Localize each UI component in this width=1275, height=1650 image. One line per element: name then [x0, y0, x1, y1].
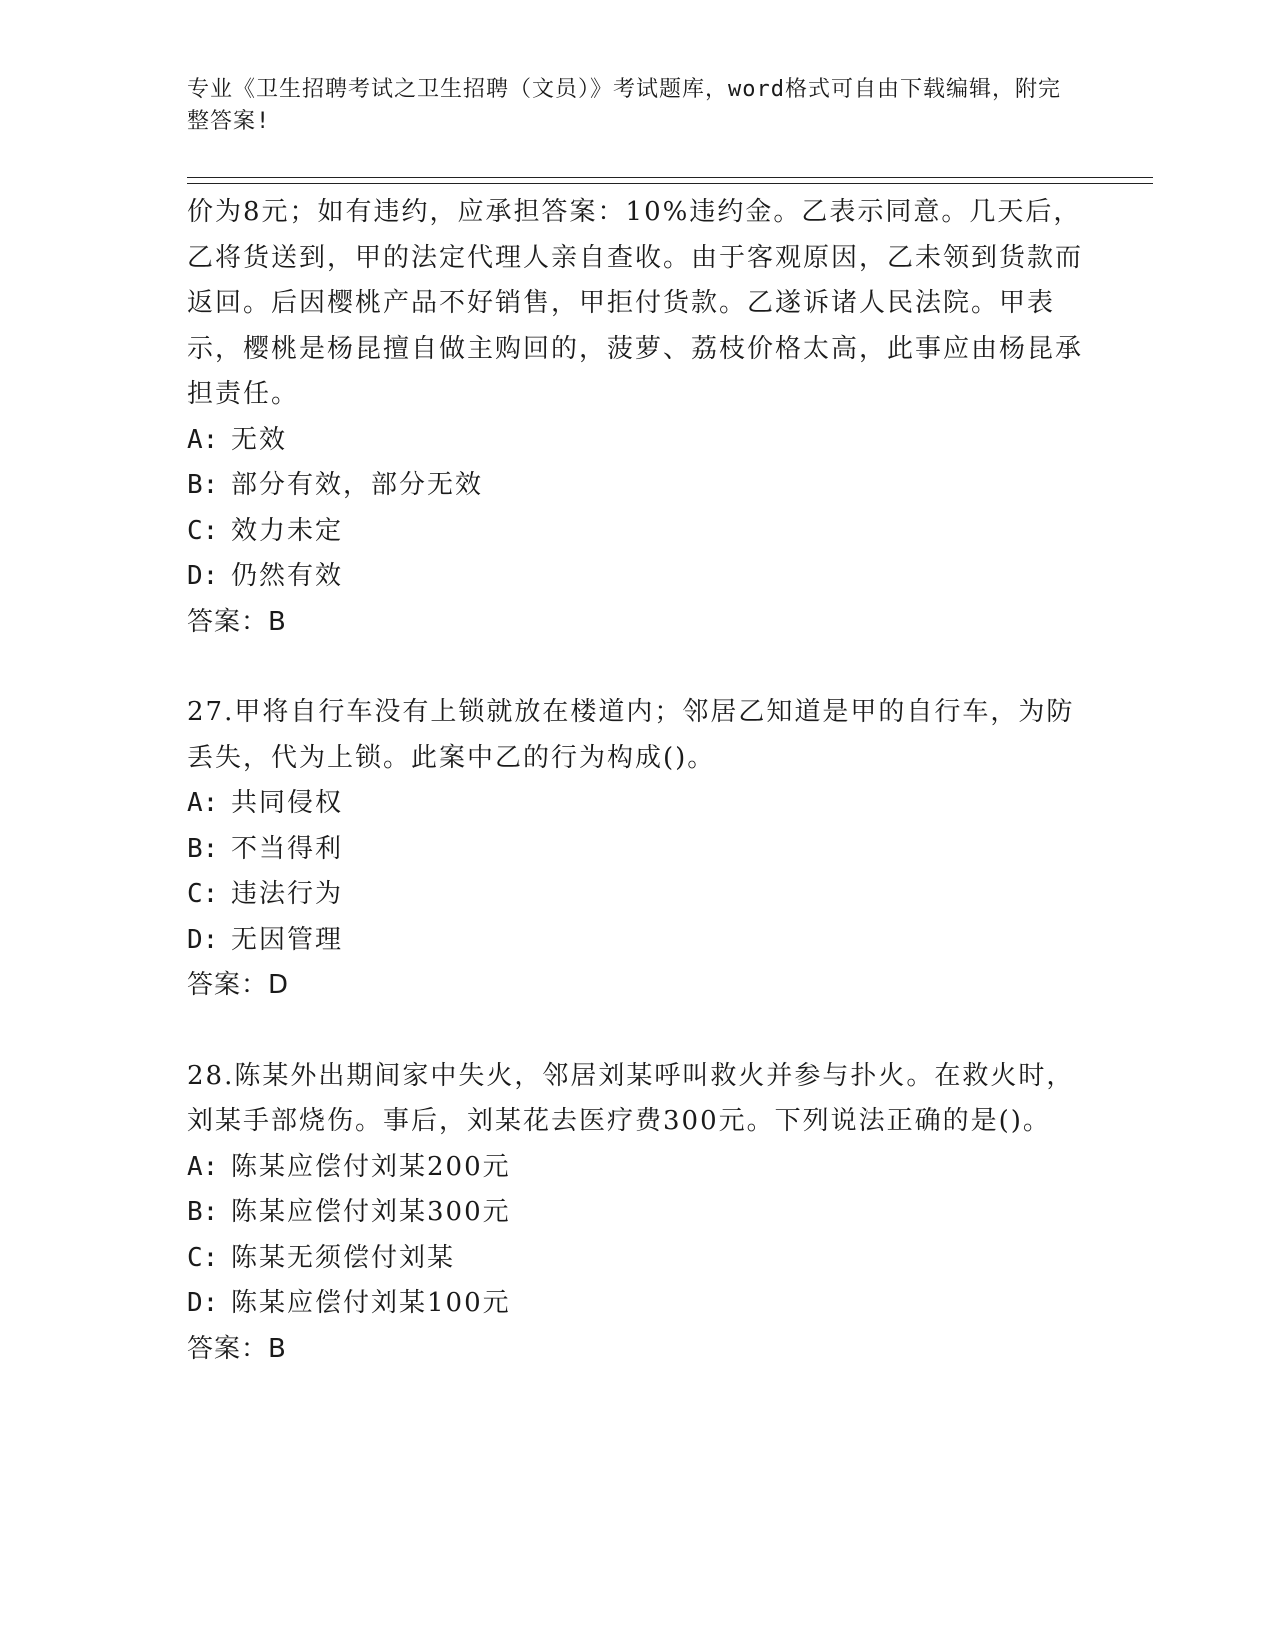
question-content	[187, 190, 1087, 1372]
option-key: D:	[187, 561, 219, 591]
option-key: D:	[187, 1288, 219, 1318]
option-text: 无效	[231, 424, 288, 455]
option-d	[187, 554, 1087, 600]
option-a	[187, 1145, 1087, 1191]
option-a	[187, 418, 1087, 464]
question-stem: 27.甲将自行车没有上锁就放在楼道内；邻居乙知道是甲的自行车，为防丢失，代为上锁。此案中乙的行为构成()。	[187, 697, 1075, 773]
option-text: 违法行为	[231, 879, 344, 909]
option-key: B:	[187, 833, 219, 864]
option-c	[187, 509, 1087, 555]
option-b	[187, 827, 1087, 873]
option-text: 仍然有效	[231, 561, 344, 591]
option-d	[187, 1281, 1087, 1327]
option-text: 陈某应偿付刘某300元	[231, 1197, 511, 1227]
option-key: C:	[187, 515, 219, 546]
option-text: 部分有效，部分无效	[231, 470, 484, 500]
question-28	[187, 1054, 1087, 1373]
header-divider-top	[187, 177, 1153, 178]
option-c	[187, 872, 1087, 918]
question-27	[187, 690, 1087, 1009]
option-key: A:	[187, 788, 219, 818]
question-stem: 价为8元；如有违约，应承担答案：10%违约金。乙表示同意。几天后，乙将货送到，甲的法定代理人亲自查收。由于客观原因，乙未领到货款而返回。后因樱桃产品不好销售，甲拒付货款。乙遂诉诸人民法院。甲表示，樱桃是杨昆擅自做主购回的，菠萝、荔枝价格太高，此事应由杨昆承担责任。	[187, 197, 1084, 409]
option-key: A:	[187, 1151, 219, 1182]
option-text: 无因管理	[231, 924, 344, 955]
option-key: B:	[187, 1197, 219, 1227]
question-stem: 28.陈某外出期间家中失火，邻居刘某呼叫救火并参与扑火。在救火时，刘某手部烧伤。事后，刘某花去医疗费300元。下列说法正确的是()。	[187, 1060, 1075, 1136]
option-text: 陈某无须偿付刘某	[231, 1242, 456, 1273]
option-key: C:	[187, 1242, 219, 1273]
option-text: 陈某应偿付刘某200元	[231, 1151, 511, 1182]
spacer	[187, 1009, 1087, 1054]
option-c	[187, 1236, 1087, 1282]
question-26	[187, 190, 1087, 645]
option-key: D:	[187, 924, 219, 955]
option-key: C:	[187, 879, 219, 909]
option-text: 效力未定	[231, 515, 344, 546]
answer: 答案：B	[187, 606, 287, 637]
option-b	[187, 1190, 1087, 1236]
spacer	[187, 645, 1087, 690]
option-text: 共同侵权	[231, 788, 344, 818]
option-text: 不当得利	[231, 833, 344, 864]
option-text: 陈某应偿付刘某100元	[231, 1288, 511, 1318]
option-key: A:	[187, 424, 219, 455]
document-header	[187, 74, 1067, 138]
header-divider-bottom	[187, 183, 1153, 184]
header-title: 专业《卫生招聘考试之卫生招聘（文员）》考试题库，word格式可自由下载编辑，附完整答案!	[187, 77, 1061, 134]
answer: 答案：B	[187, 1333, 287, 1364]
option-a	[187, 781, 1087, 827]
option-b	[187, 463, 1087, 509]
option-key: B:	[187, 470, 219, 500]
answer: 答案：D	[187, 970, 290, 1000]
option-d	[187, 918, 1087, 964]
